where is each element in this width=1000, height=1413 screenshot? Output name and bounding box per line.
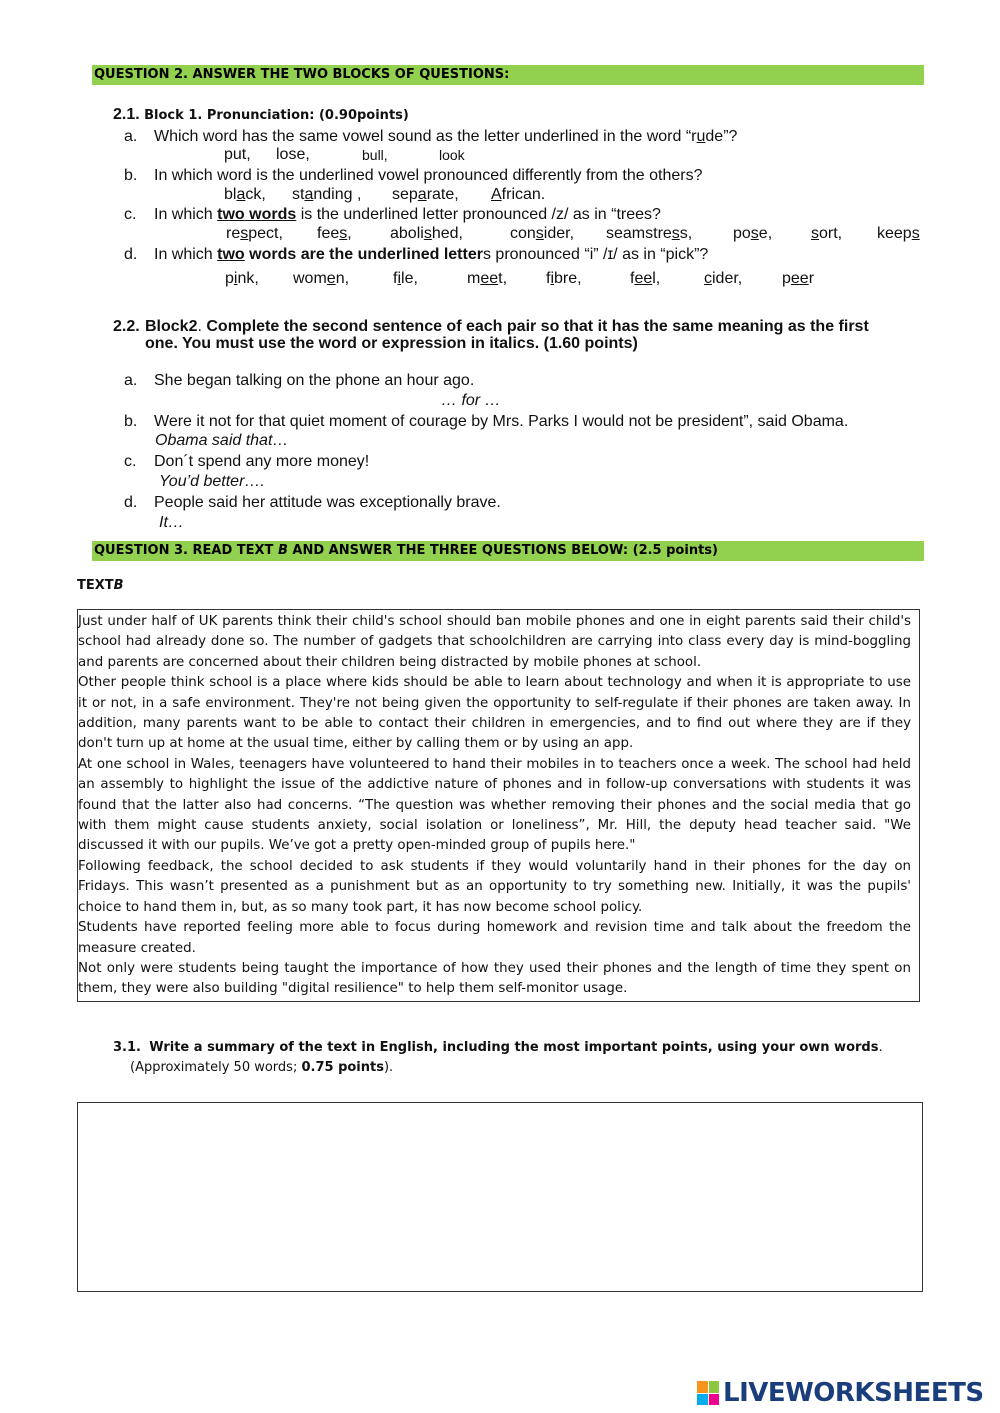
paragraph: At one school in Wales, teenagers have volunteered to hand their mobiles in to teachers once a week. The school had held an assembly to highlight the issue of the addictive nature of phones and in follow-up conversations with students it was found that the latter also had concerns. “The question was whether removing their phones and the social media that go with them might cause students anxiety, social isolation or loneliness”, Mr. Hill, the deputy head teacher said. "We discussed it with our pupils. We’ve got a pretty open-minded group of pupils here." xyxy=(78,756,911,854)
option: file, xyxy=(393,270,418,287)
paragraph: Other people think school is a place where kids should be able to learn about technology and when it is appropriate to use it or not, in a safe environment. They're not being given the opportunity to self-regulate if their phones are taken away. In addition, many parents want to be able to contact their children in emergencies, and to find out where they are if they don't turn up at home at the usual time, either by calling them or by using an app. xyxy=(78,675,911,752)
option: fees, xyxy=(317,225,352,242)
trans-a-letter: a. xyxy=(124,372,138,389)
option: women, xyxy=(293,270,350,287)
option: lose, xyxy=(276,146,310,163)
block-1-title: Block 1. Pronunciation: (0.90points) xyxy=(144,108,409,123)
option: keeps xyxy=(877,225,920,242)
trans-c-sentence: Don´t spend any more money! xyxy=(154,453,370,470)
trans-b-hint: Obama said that… xyxy=(155,432,289,449)
pron-question-c-letter: c. xyxy=(124,206,137,223)
trans-c-hint: You’d better…. xyxy=(159,473,265,490)
trans-d-letter: d. xyxy=(124,494,138,511)
trans-a-hint: … for … xyxy=(441,392,501,409)
pron-a-options xyxy=(224,146,484,166)
trans-a-sentence: She began talking on the phone an hour ago. xyxy=(154,372,475,389)
option: cider, xyxy=(704,270,743,287)
block-2-heading: Block2. Complete the second sentence of each pair so that it has the same meaning as the first xyxy=(145,318,869,335)
reading-text-box xyxy=(77,609,920,1002)
option: seamstress, xyxy=(606,225,693,242)
option: look xyxy=(439,147,465,163)
paragraph: Students have reported feeling more able to focus during homework and revision time and talk about the freedom the measure created. xyxy=(78,920,911,956)
option: meet, xyxy=(467,270,508,287)
block-2-heading-line2: one. You must use the word or expression in italics. (1.60 points) xyxy=(145,335,638,352)
option: sort, xyxy=(811,225,843,242)
text-label: TEXTB xyxy=(77,578,124,593)
option: pose, xyxy=(733,225,773,242)
trans-d-hint: It… xyxy=(159,514,184,531)
option: separate, xyxy=(392,186,459,203)
option: put, xyxy=(224,146,251,163)
pron-question-b: In which word is the underlined vowel pronounced differently from the others? xyxy=(154,167,703,184)
block-2-number: 2.2. xyxy=(113,318,140,335)
question-3-1: 3.1. Write a summary of the text in English, including the most important points, using your own words. xyxy=(113,1040,883,1055)
option: feel, xyxy=(630,270,661,287)
option: peer xyxy=(782,270,815,287)
pron-question-d-letter: d. xyxy=(124,246,138,263)
pron-question-d: In which two words are the underlined letters pronounced “i” /ɪ/ as in “pick”? xyxy=(154,246,709,263)
option: consider, xyxy=(510,225,575,242)
question-3-1-note: (Approximately 50 words; 0.75 points). xyxy=(130,1060,394,1075)
option: pink, xyxy=(225,270,259,287)
summary-answer-box[interactable] xyxy=(77,1102,923,1292)
trans-b-sentence: Were it not for that quiet moment of courage by Mrs. Parks I would not be president”, said Obama. xyxy=(154,413,849,430)
block-1-number: 2.1. xyxy=(113,106,140,123)
option: respect, xyxy=(226,225,283,242)
paragraph: Following feedback, the school decided to ask students if they would voluntarily hand in their phones for the day on Fridays. This wasn’t presented as a punishment but as an opportunity to try something new. Initially, it was the pupils' choice to hand them in, but, as so many took part, it has now become school policy. xyxy=(78,858,911,915)
option: abolished, xyxy=(390,225,463,242)
pron-question-b-letter: b. xyxy=(124,167,138,184)
question-2-banner: QUESTION 2. ANSWER THE TWO BLOCKS OF QUESTIONS: xyxy=(92,65,924,85)
logo-text: LIVEWORKSHEETS xyxy=(723,1378,984,1408)
option: fibre, xyxy=(546,270,582,287)
option: bull, xyxy=(362,147,388,163)
pron-question-c: In which two words is the underlined letter pronounced /z/ as in “trees? xyxy=(154,206,661,223)
question-3-banner: QUESTION 3. READ TEXT B AND ANSWER THE THREE QUESTIONS BELOW: (2.5 points) xyxy=(92,541,924,561)
option: African. xyxy=(491,186,546,203)
liveworksheets-logo xyxy=(697,1376,984,1410)
trans-d-sentence: People said her attitude was exceptionally brave. xyxy=(154,494,501,511)
logo-mark-icon xyxy=(697,1381,719,1405)
block-1-heading xyxy=(113,106,409,124)
trans-c-letter: c. xyxy=(124,453,137,470)
paragraph: Just under half of UK parents think their child's school should ban mobile phones and one in eight parents said their child's school had already done so. The number of gadgets that schoolchildren are carrying into class every day is mind-boggling and parents are concerned about their children being distracted by mobile phones at school. xyxy=(78,614,911,670)
paragraph: Not only were students being taught the importance of how they used their phones and the length of time they spent on them, they were also building "digital resilience" to help them self-monitor usage. xyxy=(78,960,911,997)
pron-question-a-letter: a. xyxy=(124,128,138,145)
option: black, xyxy=(224,186,266,203)
option: standing , xyxy=(292,186,362,203)
pron-question-a: Which word has the same vowel sound as the letter underlined in the word “rude”? xyxy=(154,128,738,145)
trans-b-letter: b. xyxy=(124,413,138,430)
